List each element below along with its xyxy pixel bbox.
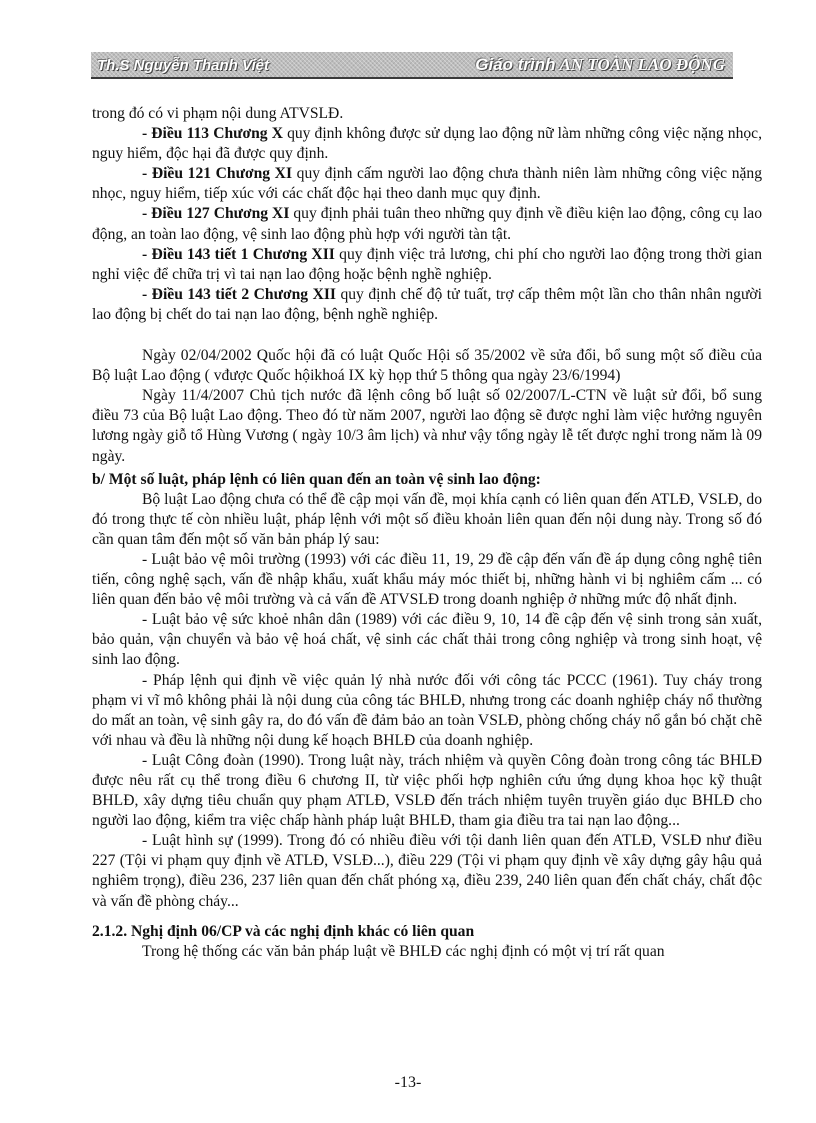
paragraph: - Luật hình sự (1999). Trong đó có nhiều điều với tội danh liên quan đến ATLĐ, VSLĐ như điều 227 (Tội vi phạm quy định về ATLĐ, VSLĐ...), điều 229 (Tội vi phạm quy định về xây dựng gây hậu quả nghiêm trọng), điều 236, 237 liên quan đến chất phóng xạ, điều 239, 240 liên quan đến chất cháy, chất độc và vấn đề phòng cháy... — [92, 832, 762, 910]
paragraph: - Điều 143 tiết 2 Chương XII quy định chế độ tử tuất, trợ cấp thêm một lần cho thân nhân người lao động bị chết do tai nạn lao động, bệnh nghề nghiệp. — [92, 285, 762, 323]
header-book-prefix: Giáo trình — [475, 55, 556, 74]
article-ref: - Điều 113 Chương X — [142, 125, 283, 143]
article-ref: - Điều 127 Chương XI — [142, 205, 290, 223]
article-ref: - Điều 143 tiết 1 Chương XII — [142, 245, 335, 263]
paragraph: Trong hệ thống các văn bản pháp luật về BHLĐ các nghị định có một vị trí rất quan — [142, 942, 665, 960]
paragraph: - Điều 121 Chương XI quy định cấm người lao động chưa thành niên làm những công việc nặng nhọc, nguy hiểm, tiếp xúc với các chất độc hại theo danh mục quy định. — [92, 165, 763, 203]
paragraph: - Luật Công đoàn (1990). Trong luật này, trách nhiệm và quyền Công đoàn trong công tác BHLĐ được nêu rất cụ thể trong điều 6 chương II, từ việc phối hợp nghiên cứu ứng dụng khoa học kỹ thuật BHLĐ, xây dựng tiêu chuẩn quy phạm ATLĐ, VSLĐ đến trách nhiệm tuyên truyền giáo dục BHLĐ cho người lao động, kiểm tra việc chấp hành pháp luật BHLĐ, tham gia điều tra tai nạn lao động... — [92, 751, 762, 830]
paragraph: trong đó có vi phạm nội dung ATVSLĐ. — [92, 105, 344, 122]
section-heading: b/ Một số luật, pháp lệnh có liên quan đến an toàn vệ sinh lao động: — [92, 470, 541, 488]
paragraph: Ngày 02/04/2002 Quốc hội đã có luật Quốc Hội số 35/2002 về sửa đổi, bổ sung một số điều của Bộ luật Lao động ( vđược Quốc hộikhoá IX kỳ họp thứ 5 thông qua ngày 23/6/1994) — [92, 347, 762, 385]
page-body — [92, 104, 762, 962]
header-book-title — [475, 55, 725, 75]
paragraph: Bộ luật Lao động chưa có thể đề cập mọi vấn đề, mọi khía cạnh có liên quan đến ATLĐ, VSLĐ, do đó trong thực tế còn nhiều luật, pháp lệnh với một số điều khoản liên quan đến nội dung này. Trong số đó cần quan tâm đến một số văn bản pháp lý sau: — [92, 490, 762, 548]
header-book-name: AN TOÀN LAO ĐỘNG — [559, 55, 725, 74]
paragraph: - Điều 113 Chương X quy định không được sử dụng lao động nữ làm những công việc nặng nhọc, nguy hiểm, độc hại đã được quy định. — [92, 125, 762, 163]
paragraph: - Luật bảo vệ sức khoẻ nhân dân (1989) với các điều 9, 10, 14 đề cập đến vệ sinh trong sản xuất, bảo quản, vận chuyển và bảo vệ hoá chất, vệ sinh các chất thải trong công nghiệp và trong sinh hoạt, vệ sinh lao động. — [92, 611, 762, 669]
paragraph: - Pháp lệnh qui định về việc quản lý nhà nước đối với công tác PCCC (1961). Tuy cháy trong phạm vi vĩ mô không phải là nội dung của công tác BHLĐ, nhưng trong các doanh nghiệp cháy nổ thường do mất an toàn, vệ sinh gây ra, do đó vấn đề đảm bảo an toàn VSLĐ, phòng chống cháy nổ gắn bó chặt chẽ với nhau và đều là những nội dung kế hoạch BHLĐ của doanh nghiệp. — [92, 671, 762, 749]
section-heading: 2.1.2. Nghị định 06/CP và các nghị định khác có liên quan — [92, 922, 475, 940]
paragraph: - Luật bảo vệ môi trường (1993) với các điều 11, 19, 29 đề cập đến vấn đề áp dụng công nghệ tiên tiến, công nghệ sạch, vấn đề nhập khẩu, xuất khẩu máy móc thiết bị, những hành vi bị nghiêm cấm ... có liên quan đến bảo vệ môi trường và cả vấn đề ATVSLĐ trong doanh nghiệp ở những mức độ nhất định. — [92, 550, 762, 609]
page-number: -13- — [394, 1074, 422, 1091]
article-ref: - Điều 121 Chương XI — [142, 165, 293, 183]
paragraph: - Điều 127 Chương XI quy định phải tuân theo những quy định về điều kiện lao động, công cụ lao động, an toàn lao động, vệ sinh lao động phù hợp với người tàn tật. — [92, 205, 762, 243]
header-author: Th.S Nguyễn Thanh Việt — [97, 57, 269, 74]
paragraph: - Điều 143 tiết 1 Chương XII quy định việc trả lương, chi phí cho người lao động trong thời gian nghỉ việc để chữa trị vì tai nạn lao động hoặc bệnh nghề nghiệp. — [92, 245, 762, 283]
page-header — [91, 52, 733, 79]
article-ref: - Điều 143 tiết 2 Chương XII — [142, 285, 336, 303]
spacer — [92, 325, 762, 346]
paragraph: Ngày 11/4/2007 Chủ tịch nước đã lệnh công bố luật số 02/2007/L-CTN về luật sử đổi, bổ sung điều 73 của Bộ luật Lao động. Theo đó từ năm 2007, người lao động sẽ được nghỉ làm việc hưởng nguyên lương ngày giỗ tổ Hùng Vương ( ngày 10/3 âm lịch) và như vậy tổng ngày lễ tết được nghỉ trong năm là 09 ngày. — [92, 387, 762, 465]
